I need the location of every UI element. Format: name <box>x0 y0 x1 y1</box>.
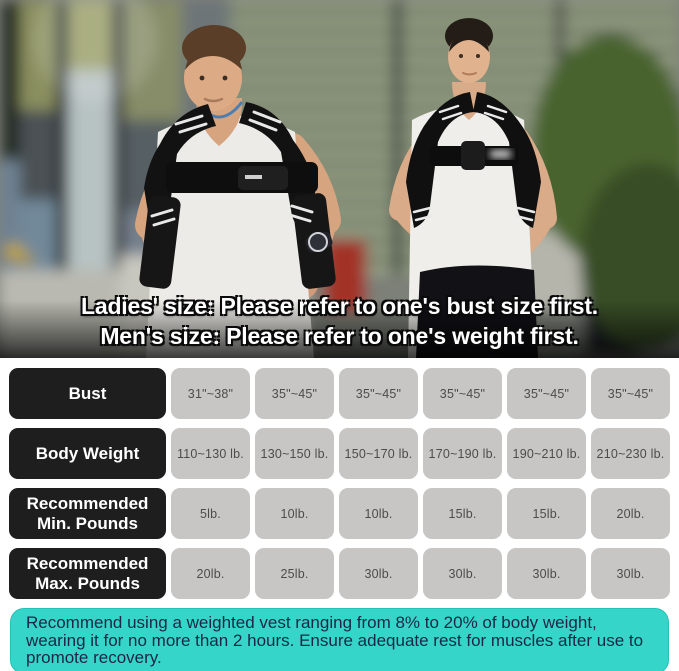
table-row-bust <box>9 368 670 419</box>
table-row-body-weight <box>9 428 670 479</box>
min-pounds-cell: 15lb. <box>423 488 502 539</box>
body-weight-cell: 110~130 lb. <box>171 428 250 479</box>
max-pounds-cell: 25lb. <box>255 548 334 599</box>
row-header-body-weight: Body Weight <box>9 428 166 479</box>
max-pounds-cell: 30lb. <box>423 548 502 599</box>
table-row-min-pounds <box>9 488 670 539</box>
ladies-size-line: Ladies' size: Please refer to one's bust size first. <box>81 293 598 319</box>
bust-cell: 35"~45" <box>507 368 586 419</box>
body-weight-cell: 130~150 lb. <box>255 428 334 479</box>
body-weight-cell: 210~230 lb. <box>591 428 670 479</box>
bust-cell: 35"~45" <box>255 368 334 419</box>
bust-cell: 31"~38" <box>171 368 250 419</box>
min-pounds-cell: 20lb. <box>591 488 670 539</box>
bust-cell: 35"~45" <box>423 368 502 419</box>
bust-cell: 35"~45" <box>591 368 670 419</box>
table-row-max-pounds <box>9 548 670 599</box>
row-header-max-pounds: Recommended Max. Pounds <box>9 548 166 599</box>
min-pounds-cell: 15lb. <box>507 488 586 539</box>
size-guidance-heading <box>0 291 679 351</box>
max-pounds-cell: 30lb. <box>339 548 418 599</box>
min-pounds-cell: 10lb. <box>339 488 418 539</box>
min-pounds-cell: 10lb. <box>255 488 334 539</box>
body-weight-cell: 170~190 lb. <box>423 428 502 479</box>
row-header-min-pounds: Recommended Min. Pounds <box>9 488 166 539</box>
size-chart <box>0 358 679 599</box>
max-pounds-cell: 30lb. <box>591 548 670 599</box>
max-pounds-cell: 30lb. <box>507 548 586 599</box>
usage-note <box>10 608 669 671</box>
body-weight-cell: 150~170 lb. <box>339 428 418 479</box>
body-weight-cell: 190~210 lb. <box>507 428 586 479</box>
min-pounds-cell: 5lb. <box>171 488 250 539</box>
bust-cell: 35"~45" <box>339 368 418 419</box>
max-pounds-cell: 20lb. <box>171 548 250 599</box>
mens-size-line: Men's size: Please refer to one's weight first. <box>100 323 579 349</box>
row-header-bust: Bust <box>9 368 166 419</box>
usage-note-text: Recommend using a weighted vest ranging from 8% to 20% of body weight, wearing it for no more than 2 hours. Ensure adequate rest for muscles after use to promote recovery. <box>26 613 644 667</box>
